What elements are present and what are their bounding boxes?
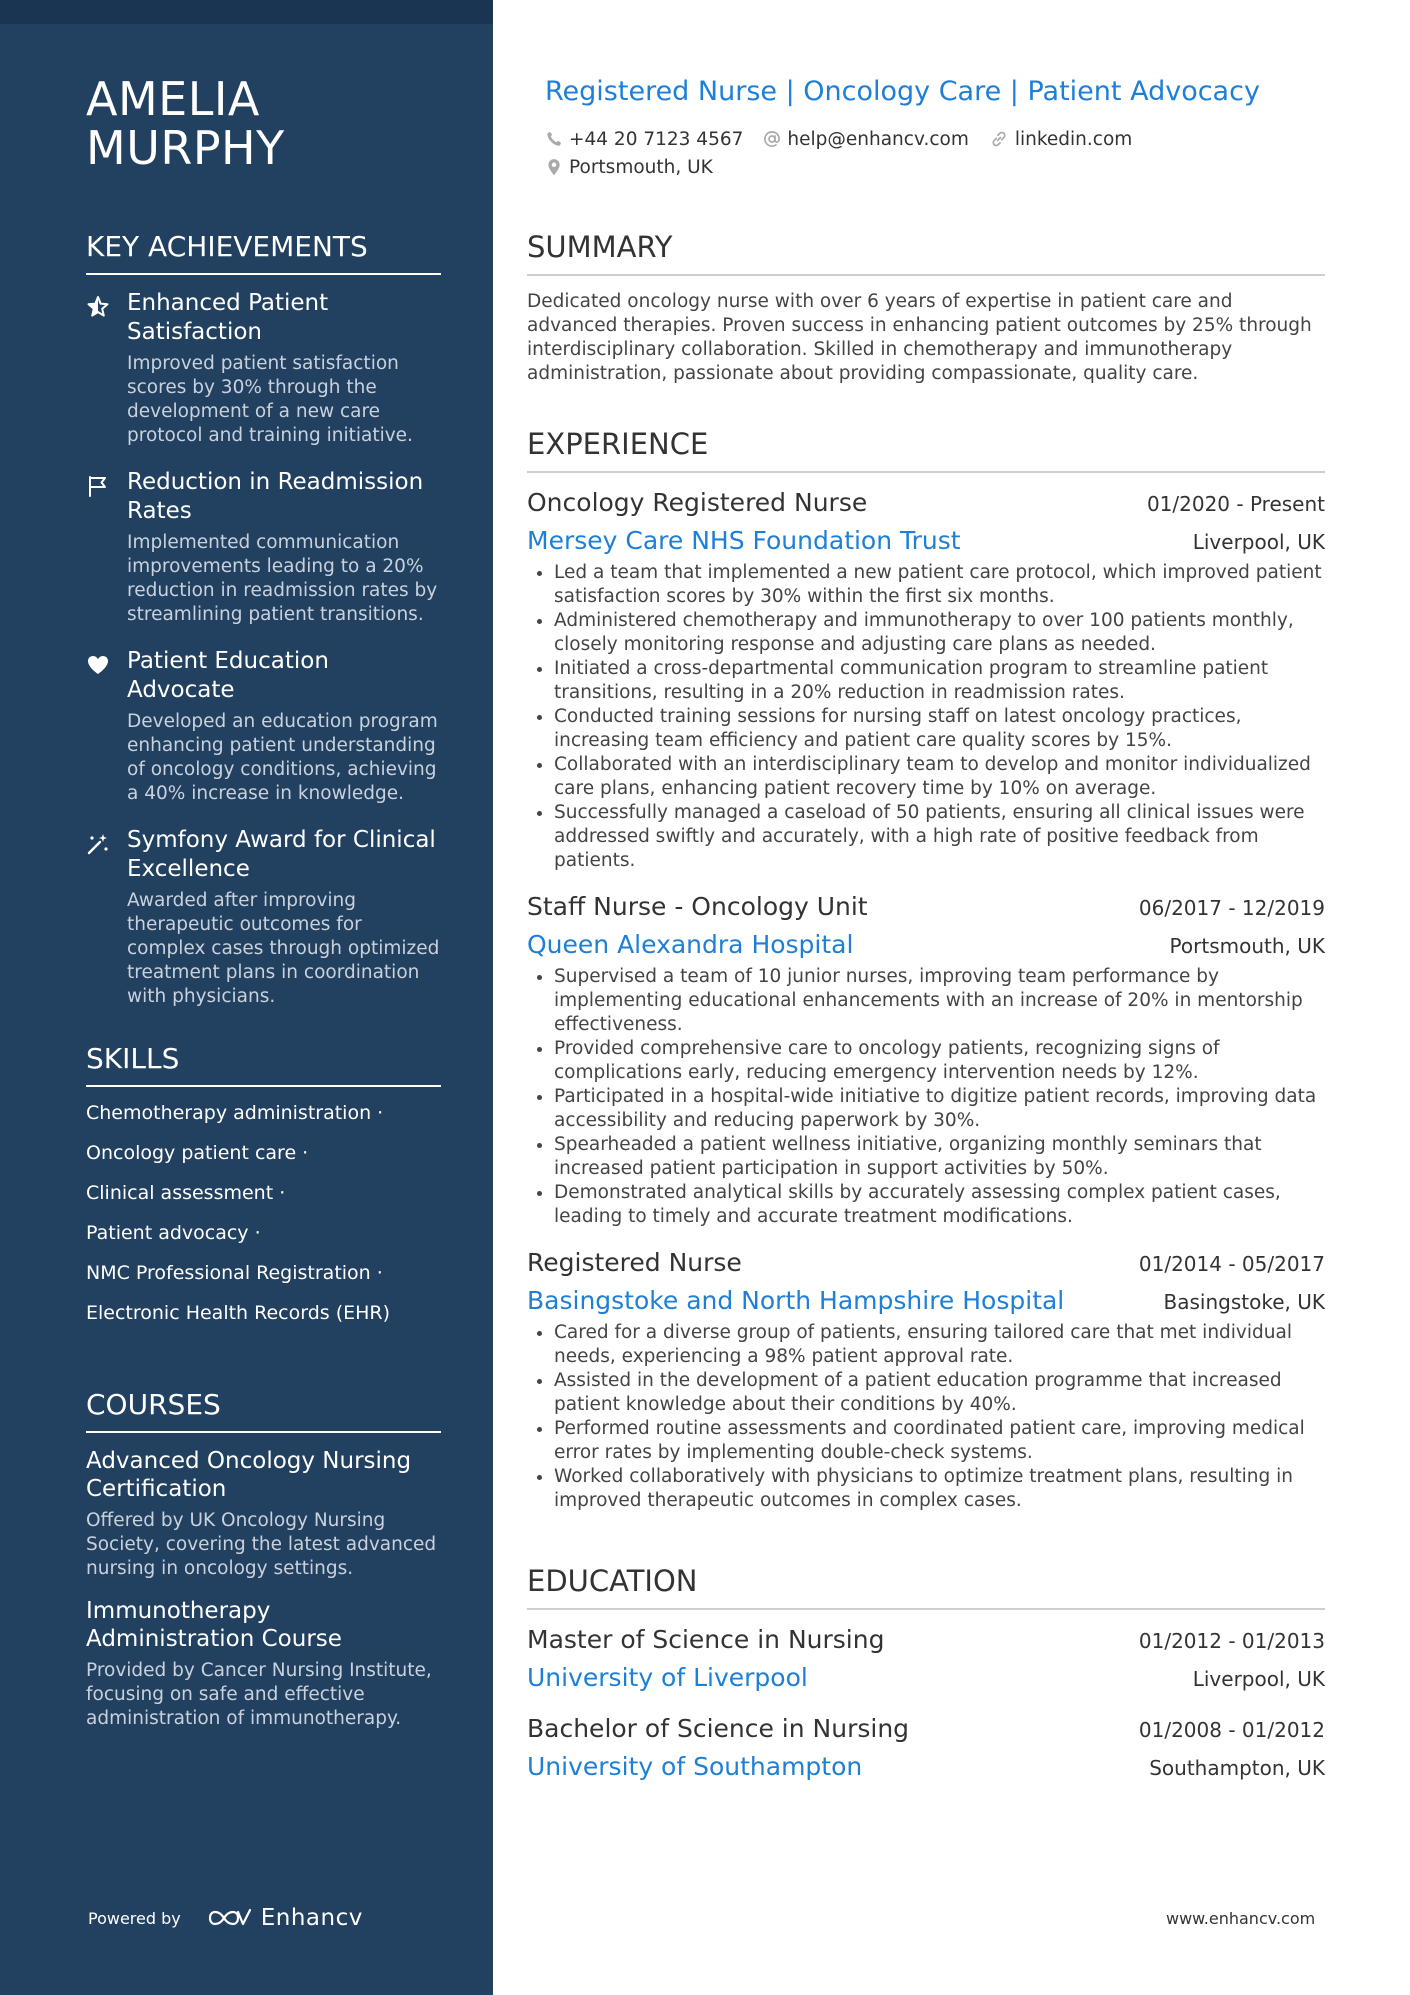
experience-section <box>527 426 1325 1531</box>
degree: Bachelor of Science in Nursing <box>527 1714 910 1743</box>
job-title: Registered Nurse <box>527 1248 742 1277</box>
achievement-description: Awarded after improving therapeutic outcomes for complex cases through optimized treatment plans in coordination with physicians. <box>127 890 440 1007</box>
achievement-description: Implemented communication improvements leading to a 20% reduction in readmission rates by streamlining patient transitions. <box>127 532 438 625</box>
bullet-item: • Successfully managed a caseload of 50 patients, ensuring all clinical issues were addressed swiftly and accurately, with a high rate of positive feedback from patients. <box>554 801 1325 873</box>
headline: Registered Nurse | Oncology Care | Patient Advocacy <box>545 76 1260 107</box>
key-achievements-heading: KEY ACHIEVEMENTS <box>86 229 441 275</box>
course-title: Advanced Oncology Nursing Certification <box>86 1448 412 1502</box>
education-heading: EDUCATION <box>527 1563 1325 1610</box>
education-entry <box>527 1624 1325 1693</box>
enhancv-logo-icon <box>207 1906 253 1930</box>
bullet-item: • Worked collaboratively with physicians to optimize treatment plans, resulting in improved therapeutic outcomes in complex cases. <box>554 1465 1325 1513</box>
courses-section <box>86 1387 441 1747</box>
powered-by <box>88 1905 363 1931</box>
job-entry <box>527 1247 1325 1513</box>
job-title: Staff Nurse - Oncology Unit <box>527 892 868 921</box>
sidebar <box>0 0 493 1995</box>
degree: Master of Science in Nursing <box>527 1625 885 1654</box>
course-title: Immunotherapy Administration Course <box>86 1598 342 1652</box>
last-name: MURPHY <box>86 121 285 175</box>
job-dates: 06/2017 - 12/2019 <box>1138 896 1325 920</box>
bullet-item: • Initiated a cross-departmental communication program to streamline patient transitions, resulting in a 20% reduction in readmission rates. <box>554 657 1325 705</box>
bullet-item: • Conducted training sessions for nursing staff on latest oncology practices, increasing team efficiency and patient care quality scores by 15%. <box>554 705 1325 753</box>
sidebar-top-strip <box>0 0 493 24</box>
key-achievements-section <box>86 229 441 1029</box>
job-location: Liverpool, UK <box>1192 530 1325 554</box>
job-dates: 01/2020 - Present <box>1146 492 1325 516</box>
skill-item: Patient advocacy · <box>86 1222 261 1244</box>
employer: Queen Alexandra Hospital <box>527 930 854 959</box>
achievement-item <box>86 826 441 1009</box>
bullet-item: • Supervised a team of 10 junior nurses, improving team performance by implementing educational enhancements with an increase of 20% in mentorship effectiveness. <box>554 965 1325 1037</box>
bullet-item: • Demonstrated analytical skills by accurately assessing complex patient cases, leading to timely and accurate treatment modifications. <box>554 1181 1325 1229</box>
footer-url[interactable]: www.enhancv.com <box>1166 1909 1316 1928</box>
achievement-title: Reduction in Readmission Rates <box>127 469 424 524</box>
phone[interactable] <box>545 129 743 150</box>
achievement-item <box>86 289 441 448</box>
bullet-item: • Administered chemotherapy and immunotherapy to over 100 patients monthly, closely monitoring response and adjusting care plans as needed. <box>554 609 1325 657</box>
candidate-name <box>86 72 466 175</box>
bullet-item: • Cared for a diverse group of patients, ensuring tailored care that met individual needs, experiencing a 98% patient approval rate. <box>554 1321 1325 1369</box>
skill-item: Chemotherapy administration · <box>86 1102 384 1124</box>
summary-heading: SUMMARY <box>527 229 1325 276</box>
job-bullets <box>527 965 1325 1229</box>
education-entry <box>527 1713 1325 1782</box>
linkedin[interactable] <box>989 129 1132 150</box>
bullet-item: • Participated in a hospital-wide initiative to digitize patient records, improving data accessibility and reducing paperwork by 30%. <box>554 1085 1325 1133</box>
contact-info <box>545 125 1152 181</box>
school: University of Liverpool <box>527 1663 808 1692</box>
link-icon <box>989 130 1009 148</box>
achievement-title: Enhanced Patient Satisfaction <box>127 290 329 345</box>
employer: Basingstoke and North Hampshire Hospital <box>527 1286 1065 1315</box>
powered-by-label: Powered by <box>88 1908 181 1928</box>
enhancv-logo[interactable] <box>207 1905 363 1931</box>
bullet-item: • Assisted in the development of a patient education programme that increased patient knowledge about their conditions by 40%. <box>554 1369 1325 1417</box>
skill-item: Oncology patient care · <box>86 1142 309 1164</box>
bullet-item: • Led a team that implemented a new patient care protocol, which improved patient satisfaction scores by 30% within the first six months. <box>554 561 1325 609</box>
achievement-title: Patient Education Advocate <box>127 648 329 703</box>
skill-item: Clinical assessment · <box>86 1182 286 1204</box>
course-description: Provided by Cancer Nursing Institute, focusing on safe and effective administration of immunotherapy. <box>86 1660 432 1729</box>
skills-section <box>86 1041 441 1341</box>
course-item <box>86 1447 441 1581</box>
achievement-item <box>86 647 441 806</box>
magic-wand-icon <box>86 832 110 856</box>
employer: Mersey Care NHS Foundation Trust <box>527 526 961 555</box>
first-name: AMELIA <box>86 72 260 126</box>
skill-item: NMC Professional Registration · <box>86 1262 383 1284</box>
bullet-item: • Spearheaded a patient wellness initiative, organizing monthly seminars that increased patient participation in support activities by 50%. <box>554 1133 1325 1181</box>
course-description: Offered by UK Oncology Nursing Society, covering the latest advanced nursing in oncology settings. <box>86 1510 437 1579</box>
enhancv-brand: Enhancv <box>260 1905 363 1931</box>
location <box>545 157 713 178</box>
skill-item: Electronic Health Records (EHR) <box>86 1302 391 1324</box>
achievement-description: Improved patient satisfaction scores by 30% through the development of a new care protocol and training initiative. <box>127 353 413 446</box>
email-address: help@enhancv.com <box>787 128 969 150</box>
bullet-item: • Performed routine assessments and coordinated patient care, improving medical error rates by implementing double-check systems. <box>554 1417 1325 1465</box>
job-entry <box>527 487 1325 873</box>
achievement-description: Developed an education program enhancing patient understanding of oncology conditions, achieving a 40% increase in knowledge. <box>127 711 438 804</box>
achievement-title: Symfony Award for Clinical Excellence <box>127 827 436 882</box>
skills-heading: SKILLS <box>86 1041 441 1087</box>
education-dates: 01/2008 - 01/2012 <box>1138 1718 1325 1742</box>
heart-icon <box>86 653 110 677</box>
phone-number: +44 20 7123 4567 <box>569 128 744 150</box>
job-dates: 01/2014 - 05/2017 <box>1138 1252 1325 1276</box>
summary-section <box>527 229 1325 386</box>
job-bullets <box>527 561 1325 873</box>
experience-heading: EXPERIENCE <box>527 426 1325 473</box>
flag-icon <box>86 474 110 498</box>
job-bullets <box>527 1321 1325 1513</box>
job-title: Oncology Registered Nurse <box>527 488 868 517</box>
summary-text: Dedicated oncology nurse with over 6 years of expertise in patient care and advanced therapies. Proven success in enhancing patient outcomes by 25% through interdisciplinary collaboration. Skilled in chemotherapy and immunotherapy administration, passionate about providing compassionate, quality care. <box>527 291 1312 384</box>
bullet-item: • Collaborated with an interdisciplinary team to develop and monitor individualized care plans, enhancing patient recovery time by 10% on average. <box>554 753 1325 801</box>
achievement-item <box>86 468 441 627</box>
job-location: Portsmouth, UK <box>1169 934 1325 958</box>
star-icon <box>86 295 110 319</box>
location-text: Portsmouth, UK <box>569 156 713 178</box>
courses-heading: COURSES <box>86 1387 441 1433</box>
course-item <box>86 1597 441 1731</box>
job-entry <box>527 891 1325 1229</box>
location-pin-icon <box>545 157 563 177</box>
phone-icon <box>545 130 563 148</box>
school-location: Southampton, UK <box>1149 1756 1325 1780</box>
email[interactable] <box>763 129 968 150</box>
linkedin-url: linkedin.com <box>1014 128 1133 150</box>
school: University of Southampton <box>527 1752 863 1781</box>
bullet-item: • Provided comprehensive care to oncology patients, recognizing signs of complications early, reducing emergency intervention needs by 12%. <box>554 1037 1325 1085</box>
at-icon <box>763 130 781 148</box>
school-location: Liverpool, UK <box>1192 1667 1325 1691</box>
job-location: Basingstoke, UK <box>1163 1290 1325 1314</box>
education-section <box>527 1563 1325 1802</box>
education-dates: 01/2012 - 01/2013 <box>1138 1629 1325 1653</box>
